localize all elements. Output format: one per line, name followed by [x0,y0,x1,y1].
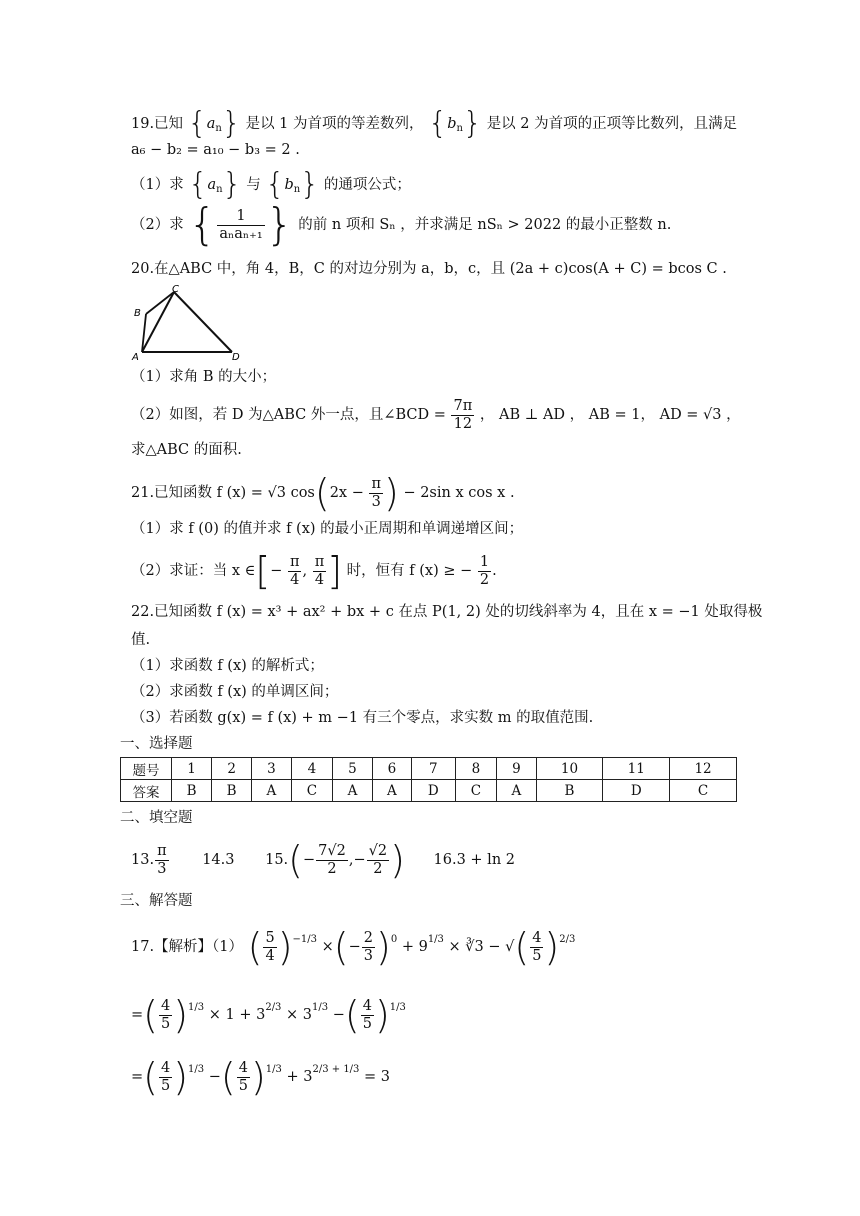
fig-label-b: B [134,308,141,319]
q20-part1: （1）求角 B 的大小； [131,369,277,385]
table-row-answers: 答案 B B A C A A D C A B D C [121,780,737,802]
q21-line1: 21.已知函数 f (x) = √3 cos(2x − $\frac{\pi}{3}$ ) − 2sin x cos x . [131,471,515,515]
q17-line2: =( $\frac{4}{5}$ )$^{1/3} \times 1 + 3^{2/3} \times 3^{1/3}$ −( $\frac{4}{5}$ )$^{1/3}$ [131,993,406,1037]
q17-line1: 17.【解析】（1） ( $\frac{5}{4}$ )$^{-1/3}$ ×(− $\frac{2}{3}$ )$^0 + 9^{1/3}$ × ∛3 − √( $\frac{4}{5}$ )$^{2/3}$ [131,925,576,969]
q19-line2: a₆ − b₂ = a₁₀ − b₃ = 2 . [131,142,300,158]
table-header-answer: 答案 [121,780,172,802]
fig-label-a: A [132,352,139,363]
q20-part2-cont: 求△ABC 的面积. [131,442,242,458]
q19-part1: （1）求 $\{a_n\}$ 与 $\{b_n\}$ 的通项公式； [131,167,411,202]
section-fill-title: 二、填空题 [120,810,193,826]
table-header-number: 题号 [121,758,172,780]
fill-answers: 13. $\frac{\pi}{3}$ 14.3 15.(− $\frac{7√2}{2}$ ,− $\frac{√2}{2}$ ) 16.3 + ln 2 [131,838,515,882]
section-choice-title: 一、选择题 [120,736,193,752]
fig-label-c: C [172,284,179,295]
q22-part2: （2）求函数 f (x) 的单调区间； [131,684,339,700]
section-solution-title: 三、解答题 [120,893,193,909]
q22-part3: （3）若函数 g(x) = f (x) + m −1 有三个零点，求实数 m 的取值范围. [131,710,594,726]
fig-label-d: D [232,352,240,363]
q20-part2: （2）如图，若 D 为△ABC 外一点，且∠BCD = $\frac{7\pi}{12}$ ， AB ⊥ AD ， AB = 1， AD = √3 ， [131,398,741,432]
q20-line1: 20.在△ABC 中，角 4，B，C 的对边分别为 a，b，c，且 (2a + c)cos(A + C) = bcos C . [131,261,727,277]
q22-line1: 22.已知函数 f (x) = x³ + ax² + bx + c 在点 P(1, 2) 处的切线斜率为 4，且在 x = −1 处取得极 [131,604,763,620]
table-row-numbers: 题号 1 2 3 4 5 6 7 8 9 10 11 12 [121,758,737,780]
q21-part1: （1）求 f (0) 的值并求 f (x) 的最小正周期和单调递增区间； [131,521,524,537]
q19-part2: （2）求 { $\frac{1}{\text{aₙaₙ₊₁}}$ } 的前 n 项和 Sₙ ，并求满足 nSₙ > 2022 的最小正整数 n. [131,199,672,250]
answer-table [120,757,737,802]
triangle-figure [128,284,248,364]
q19-line1: 19.已知 $\{a_n\}$ 是以 1 为首项的等差数列， $\{b_n\}$ 是以 2 为首项的正项等比数列，且满足 [131,106,738,141]
q17-line3: =( $\frac{4}{5}$ )$^{1/3}$ −( $\frac{4}{5}$ )$^{1/3} + 3^{2/3 + 1/3} = 3$ [131,1055,391,1099]
q21-part2: （2）求证：当 x ∈[− $\frac{\pi}{4}$ , $\frac{\pi}{4}$ ] 时，恒有 f (x) ≥ − $\frac{1}{2}$ . [131,549,497,593]
q22-part1: （1）求函数 f (x) 的解析式； [131,658,324,674]
q22-line2: 值. [131,632,151,648]
